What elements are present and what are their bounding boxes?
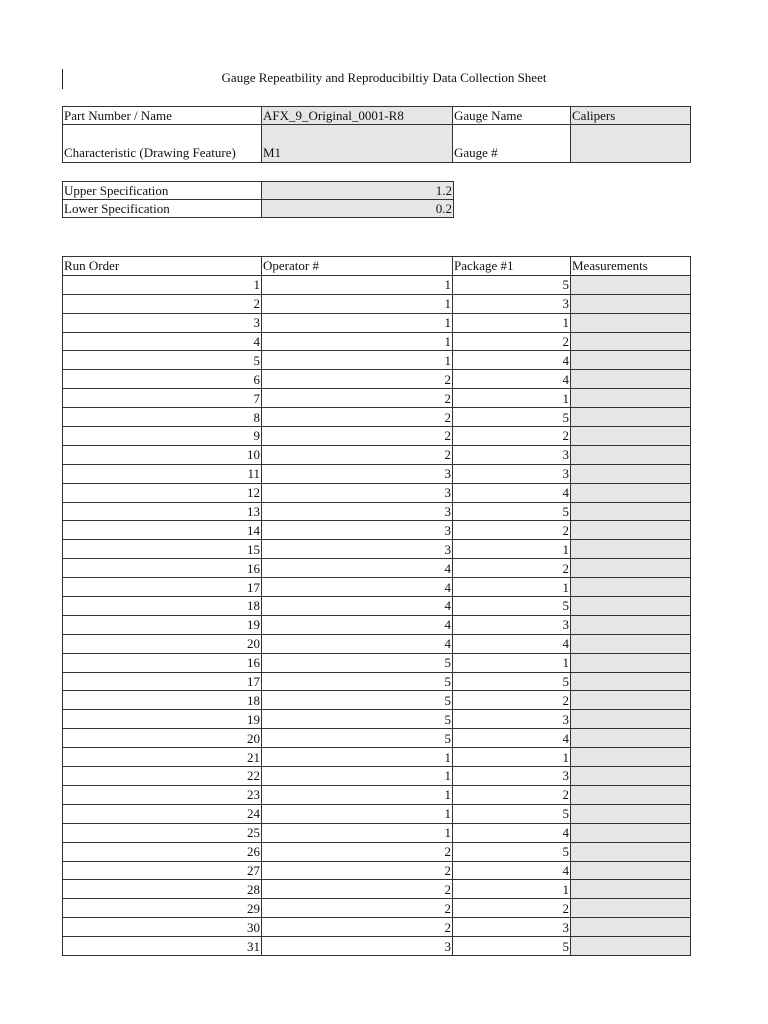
run-order-cell: 8 — [63, 408, 262, 427]
package-cell: 1 — [453, 313, 571, 332]
run-order-cell: 11 — [63, 464, 262, 483]
run-order-cell: 19 — [63, 710, 262, 729]
package-cell: 4 — [453, 634, 571, 653]
column-header-run-order: Run Order — [63, 257, 262, 276]
run-order-cell: 27 — [63, 861, 262, 880]
operator-cell: 5 — [262, 691, 453, 710]
operator-cell: 4 — [262, 634, 453, 653]
package-cell: 4 — [453, 483, 571, 502]
package-cell: 5 — [453, 672, 571, 691]
measurement-cell[interactable] — [571, 408, 691, 427]
table-row — [63, 445, 691, 464]
table-row — [63, 351, 691, 370]
operator-cell: 2 — [262, 389, 453, 408]
measurement-cell[interactable] — [571, 294, 691, 313]
operator-cell: 5 — [262, 729, 453, 748]
package-cell: 1 — [453, 540, 571, 559]
run-order-cell: 14 — [63, 521, 262, 540]
operator-cell: 1 — [262, 332, 453, 351]
part-info-row — [63, 107, 691, 125]
package-cell: 3 — [453, 445, 571, 464]
operator-cell: 1 — [262, 275, 453, 294]
table-row — [63, 842, 691, 861]
operator-cell: 2 — [262, 408, 453, 427]
table-row — [63, 389, 691, 408]
upper-spec-label: Upper Specification — [63, 182, 262, 200]
operator-cell: 2 — [262, 445, 453, 464]
package-cell: 2 — [453, 332, 571, 351]
operator-cell: 2 — [262, 899, 453, 918]
package-cell: 4 — [453, 861, 571, 880]
table-row — [63, 559, 691, 578]
measurement-cell[interactable] — [571, 521, 691, 540]
lower-spec-field[interactable]: 0.2 — [262, 200, 454, 218]
table-row — [63, 275, 691, 294]
run-order-cell: 20 — [63, 634, 262, 653]
measurement-cell[interactable] — [571, 578, 691, 597]
operator-cell: 2 — [262, 842, 453, 861]
run-order-table-body — [63, 275, 691, 955]
package-cell: 4 — [453, 351, 571, 370]
run-order-cell: 19 — [63, 615, 262, 634]
table-row — [63, 483, 691, 502]
run-order-cell: 16 — [63, 653, 262, 672]
table-row — [63, 615, 691, 634]
package-cell: 5 — [453, 408, 571, 427]
run-order-cell: 1 — [63, 275, 262, 294]
run-order-cell: 18 — [63, 691, 262, 710]
measurement-cell[interactable] — [571, 861, 691, 880]
run-order-cell: 29 — [63, 899, 262, 918]
operator-cell: 4 — [262, 597, 453, 616]
package-cell: 2 — [453, 691, 571, 710]
package-cell: 5 — [453, 804, 571, 823]
table-row — [63, 937, 691, 956]
package-cell: 2 — [453, 427, 571, 446]
run-order-cell: 5 — [63, 351, 262, 370]
table-row — [63, 653, 691, 672]
characteristic-field[interactable]: M1 — [262, 125, 453, 163]
measurement-cell[interactable] — [571, 653, 691, 672]
package-cell: 5 — [453, 597, 571, 616]
operator-cell: 5 — [262, 710, 453, 729]
table-row — [63, 823, 691, 842]
measurement-cell[interactable] — [571, 842, 691, 861]
run-order-cell: 16 — [63, 559, 262, 578]
table-row — [63, 672, 691, 691]
part-info-table — [62, 106, 691, 163]
package-cell: 3 — [453, 710, 571, 729]
measurement-cell[interactable] — [571, 918, 691, 937]
package-cell: 3 — [453, 615, 571, 634]
table-row — [63, 634, 691, 653]
package-cell: 4 — [453, 823, 571, 842]
table-row — [63, 370, 691, 389]
run-order-cell: 22 — [63, 767, 262, 786]
run-order-cell: 2 — [63, 294, 262, 313]
measurement-cell[interactable] — [571, 729, 691, 748]
operator-cell: 1 — [262, 313, 453, 332]
lower-spec-label: Lower Specification — [63, 200, 262, 218]
measurement-cell[interactable] — [571, 691, 691, 710]
measurement-cell[interactable] — [571, 351, 691, 370]
package-cell: 2 — [453, 521, 571, 540]
measurement-cell[interactable] — [571, 445, 691, 464]
measurement-cell[interactable] — [571, 767, 691, 786]
package-cell: 1 — [453, 578, 571, 597]
characteristic-label: Characteristic (Drawing Feature) — [63, 125, 262, 163]
package-cell: 5 — [453, 937, 571, 956]
package-cell: 4 — [453, 729, 571, 748]
run-order-cell: 9 — [63, 427, 262, 446]
table-row — [63, 578, 691, 597]
run-order-cell: 4 — [63, 332, 262, 351]
package-cell: 4 — [453, 370, 571, 389]
run-order-cell: 15 — [63, 540, 262, 559]
run-order-cell: 17 — [63, 578, 262, 597]
measurement-cell[interactable] — [571, 615, 691, 634]
package-cell: 3 — [453, 294, 571, 313]
measurement-cell[interactable] — [571, 899, 691, 918]
operator-cell: 3 — [262, 937, 453, 956]
package-cell: 5 — [453, 275, 571, 294]
column-header-operator: Operator # — [262, 257, 453, 276]
characteristic-row — [63, 125, 691, 163]
specification-table — [62, 181, 454, 218]
measurement-cell[interactable] — [571, 313, 691, 332]
measurement-cell[interactable] — [571, 634, 691, 653]
table-row — [63, 899, 691, 918]
measurement-cell[interactable] — [571, 597, 691, 616]
measurement-cell[interactable] — [571, 559, 691, 578]
table-row — [63, 294, 691, 313]
table-row — [63, 597, 691, 616]
run-order-cell: 18 — [63, 597, 262, 616]
upper-spec-row — [63, 182, 454, 200]
measurement-cell[interactable] — [571, 804, 691, 823]
package-cell: 2 — [453, 559, 571, 578]
gauge-number-field[interactable] — [571, 125, 691, 163]
gauge-number-label: Gauge # — [453, 125, 571, 163]
operator-cell: 4 — [262, 559, 453, 578]
table-header-row — [63, 257, 691, 276]
measurement-cell[interactable] — [571, 785, 691, 804]
operator-cell: 3 — [262, 540, 453, 559]
run-order-cell: 13 — [63, 502, 262, 521]
run-order-cell: 21 — [63, 748, 262, 767]
operator-cell: 3 — [262, 521, 453, 540]
table-row — [63, 804, 691, 823]
column-header-measurements: Measurements — [571, 257, 691, 276]
operator-cell: 2 — [262, 370, 453, 389]
operator-cell: 1 — [262, 823, 453, 842]
table-row — [63, 691, 691, 710]
operator-cell: 2 — [262, 861, 453, 880]
lower-spec-row — [63, 200, 454, 218]
package-cell: 3 — [453, 767, 571, 786]
operator-cell: 4 — [262, 615, 453, 634]
measurement-cell[interactable] — [571, 370, 691, 389]
package-cell: 1 — [453, 880, 571, 899]
column-header-package: Package #1 — [453, 257, 571, 276]
table-row — [63, 408, 691, 427]
run-order-cell: 7 — [63, 389, 262, 408]
measurement-cell[interactable] — [571, 710, 691, 729]
table-row — [63, 710, 691, 729]
run-order-cell: 12 — [63, 483, 262, 502]
measurement-cell[interactable] — [571, 483, 691, 502]
operator-cell: 4 — [262, 578, 453, 597]
measurement-cell[interactable] — [571, 880, 691, 899]
package-cell: 5 — [453, 502, 571, 521]
operator-cell: 2 — [262, 880, 453, 899]
run-order-cell: 28 — [63, 880, 262, 899]
table-row — [63, 767, 691, 786]
upper-spec-field[interactable]: 1.2 — [262, 182, 454, 200]
measurement-cell[interactable] — [571, 332, 691, 351]
package-cell: 2 — [453, 899, 571, 918]
run-order-cell: 31 — [63, 937, 262, 956]
run-order-cell: 20 — [63, 729, 262, 748]
package-cell: 1 — [453, 389, 571, 408]
gauge-name-label: Gauge Name — [453, 107, 571, 125]
operator-cell: 5 — [262, 672, 453, 691]
table-row — [63, 918, 691, 937]
measurement-cell[interactable] — [571, 427, 691, 446]
table-row — [63, 748, 691, 767]
table-row — [63, 502, 691, 521]
package-cell: 5 — [453, 842, 571, 861]
operator-cell: 1 — [262, 294, 453, 313]
table-row — [63, 880, 691, 899]
table-row — [63, 332, 691, 351]
run-order-cell: 25 — [63, 823, 262, 842]
table-row — [63, 729, 691, 748]
run-order-cell: 10 — [63, 445, 262, 464]
measurement-cell[interactable] — [571, 389, 691, 408]
operator-cell: 5 — [262, 653, 453, 672]
table-row — [63, 521, 691, 540]
table-row — [63, 861, 691, 880]
table-row — [63, 785, 691, 804]
gauge-name-field[interactable]: Calipers — [571, 107, 691, 125]
package-cell: 3 — [453, 918, 571, 937]
run-order-cell: 3 — [63, 313, 262, 332]
table-row — [63, 464, 691, 483]
measurement-cell[interactable] — [571, 748, 691, 767]
sheet-title: Gauge Repeatbility and Reproducibiltiy Data Collection Sheet — [221, 70, 547, 85]
operator-cell: 3 — [262, 464, 453, 483]
table-row — [63, 540, 691, 559]
run-order-cell: 30 — [63, 918, 262, 937]
measurement-cell[interactable] — [571, 275, 691, 294]
measurement-cell[interactable] — [571, 823, 691, 842]
table-row — [63, 427, 691, 446]
operator-cell: 1 — [262, 785, 453, 804]
part-number-field[interactable]: AFX_9_Original_0001-R8 — [262, 107, 453, 125]
operator-cell: 1 — [262, 748, 453, 767]
run-order-cell: 23 — [63, 785, 262, 804]
operator-cell: 1 — [262, 804, 453, 823]
measurement-cell[interactable] — [571, 502, 691, 521]
run-order-cell: 6 — [63, 370, 262, 389]
package-cell: 3 — [453, 464, 571, 483]
operator-cell: 3 — [262, 502, 453, 521]
measurement-cell[interactable] — [571, 464, 691, 483]
operator-cell: 2 — [262, 918, 453, 937]
run-order-cell: 24 — [63, 804, 262, 823]
operator-cell: 3 — [262, 483, 453, 502]
run-order-cell: 17 — [63, 672, 262, 691]
operator-cell: 1 — [262, 767, 453, 786]
run-order-cell: 26 — [63, 842, 262, 861]
package-cell: 2 — [453, 785, 571, 804]
part-number-label: Part Number / Name — [63, 107, 262, 125]
package-cell: 1 — [453, 748, 571, 767]
operator-cell: 1 — [262, 351, 453, 370]
table-row — [63, 313, 691, 332]
operator-cell: 2 — [262, 427, 453, 446]
measurement-cell[interactable] — [571, 937, 691, 956]
measurement-cell[interactable] — [571, 672, 691, 691]
run-order-table — [62, 256, 691, 956]
measurement-cell[interactable] — [571, 540, 691, 559]
package-cell: 1 — [453, 653, 571, 672]
